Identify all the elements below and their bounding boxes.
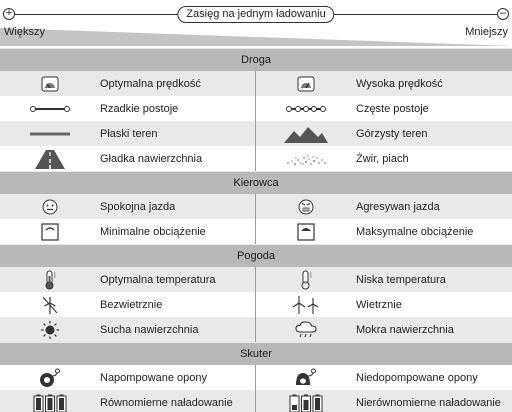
rain-cloud-icon (256, 317, 356, 342)
angry-face-icon (256, 194, 356, 219)
factor-label: Sucha nawierzchnia (100, 323, 199, 336)
section-title-scooter: Skuter (0, 342, 512, 365)
calm-face-icon (0, 194, 100, 219)
table-row (0, 267, 512, 292)
section-title-road: Droga (0, 48, 512, 71)
gravel-icon (256, 146, 356, 171)
table-row (0, 146, 512, 171)
many-stops-icon (256, 96, 356, 121)
factor-label: Bezwietrznie (100, 298, 163, 311)
mountains-icon (256, 121, 356, 146)
factor-label: Spokojna jazda (100, 200, 176, 213)
factor-label: Nierównomierne naładowanie (356, 396, 501, 409)
smooth-road-icon (0, 146, 100, 171)
range-scale-header (0, 0, 512, 48)
no-wind-icon (0, 292, 100, 317)
tire-deflated-icon (256, 365, 356, 390)
factor-label: Płaski teren (100, 127, 158, 140)
min-load-icon (0, 219, 100, 244)
factor-label: Mokra nawierzchnia (356, 323, 454, 336)
range-factors-table (0, 48, 512, 412)
thermometer-low-icon (256, 267, 356, 292)
section-title-weather: Pogoda (0, 244, 512, 267)
range-wedge-icon (0, 28, 512, 46)
table-row (0, 194, 512, 219)
factor-label: Wysoka prędkość (356, 77, 443, 90)
plus-icon: + (3, 8, 15, 20)
factor-label: Rzadkie postoje (100, 102, 179, 115)
factor-label: Napompowane opony (100, 371, 208, 384)
table-row (0, 96, 512, 121)
speedometer-low-icon (0, 71, 100, 96)
factor-label: Niedopompowane opony (356, 371, 478, 384)
range-title: Zasięg na jednym ładowaniu (177, 6, 334, 23)
larger-range-label: Większy (4, 26, 45, 38)
factor-label: Minimalne obciążenie (100, 225, 206, 238)
table-row (0, 219, 512, 244)
batteries-uneven-icon (256, 390, 356, 412)
factor-label: Gładka nawierzchnia (100, 152, 203, 165)
sun-icon (0, 317, 100, 342)
few-stops-icon (0, 96, 100, 121)
thermometer-optimal-icon (0, 267, 100, 292)
factor-label: Niska temperatura (356, 273, 446, 286)
table-row (0, 317, 512, 342)
speedometer-high-icon (256, 71, 356, 96)
factor-label: Agresywan jazda (356, 200, 440, 213)
wind-turbine-icon (256, 292, 356, 317)
table-row (0, 71, 512, 96)
smaller-range-label: Mniejszy (465, 26, 508, 38)
tire-inflated-icon (0, 365, 100, 390)
batteries-even-icon (0, 390, 100, 412)
factor-label: Optymalna temperatura (100, 273, 216, 286)
table-row (0, 390, 512, 412)
flat-terrain-icon (0, 121, 100, 146)
max-load-icon (256, 219, 356, 244)
factor-label: Wietrznie (356, 298, 402, 311)
factor-label: Równomierne naładowanie (100, 396, 233, 409)
factor-label: Żwir, piach (356, 152, 409, 165)
table-row (0, 121, 512, 146)
section-title-driver: Kierowca (0, 171, 512, 194)
factor-label: Optymalna prędkość (100, 77, 201, 90)
factor-label: Częste postoje (356, 102, 429, 115)
table-row (0, 365, 512, 390)
factor-label: Maksymalne obciążenie (356, 225, 474, 238)
table-row (0, 292, 512, 317)
minus-icon: – (497, 8, 509, 20)
factor-label: Górzysty teren (356, 127, 428, 140)
